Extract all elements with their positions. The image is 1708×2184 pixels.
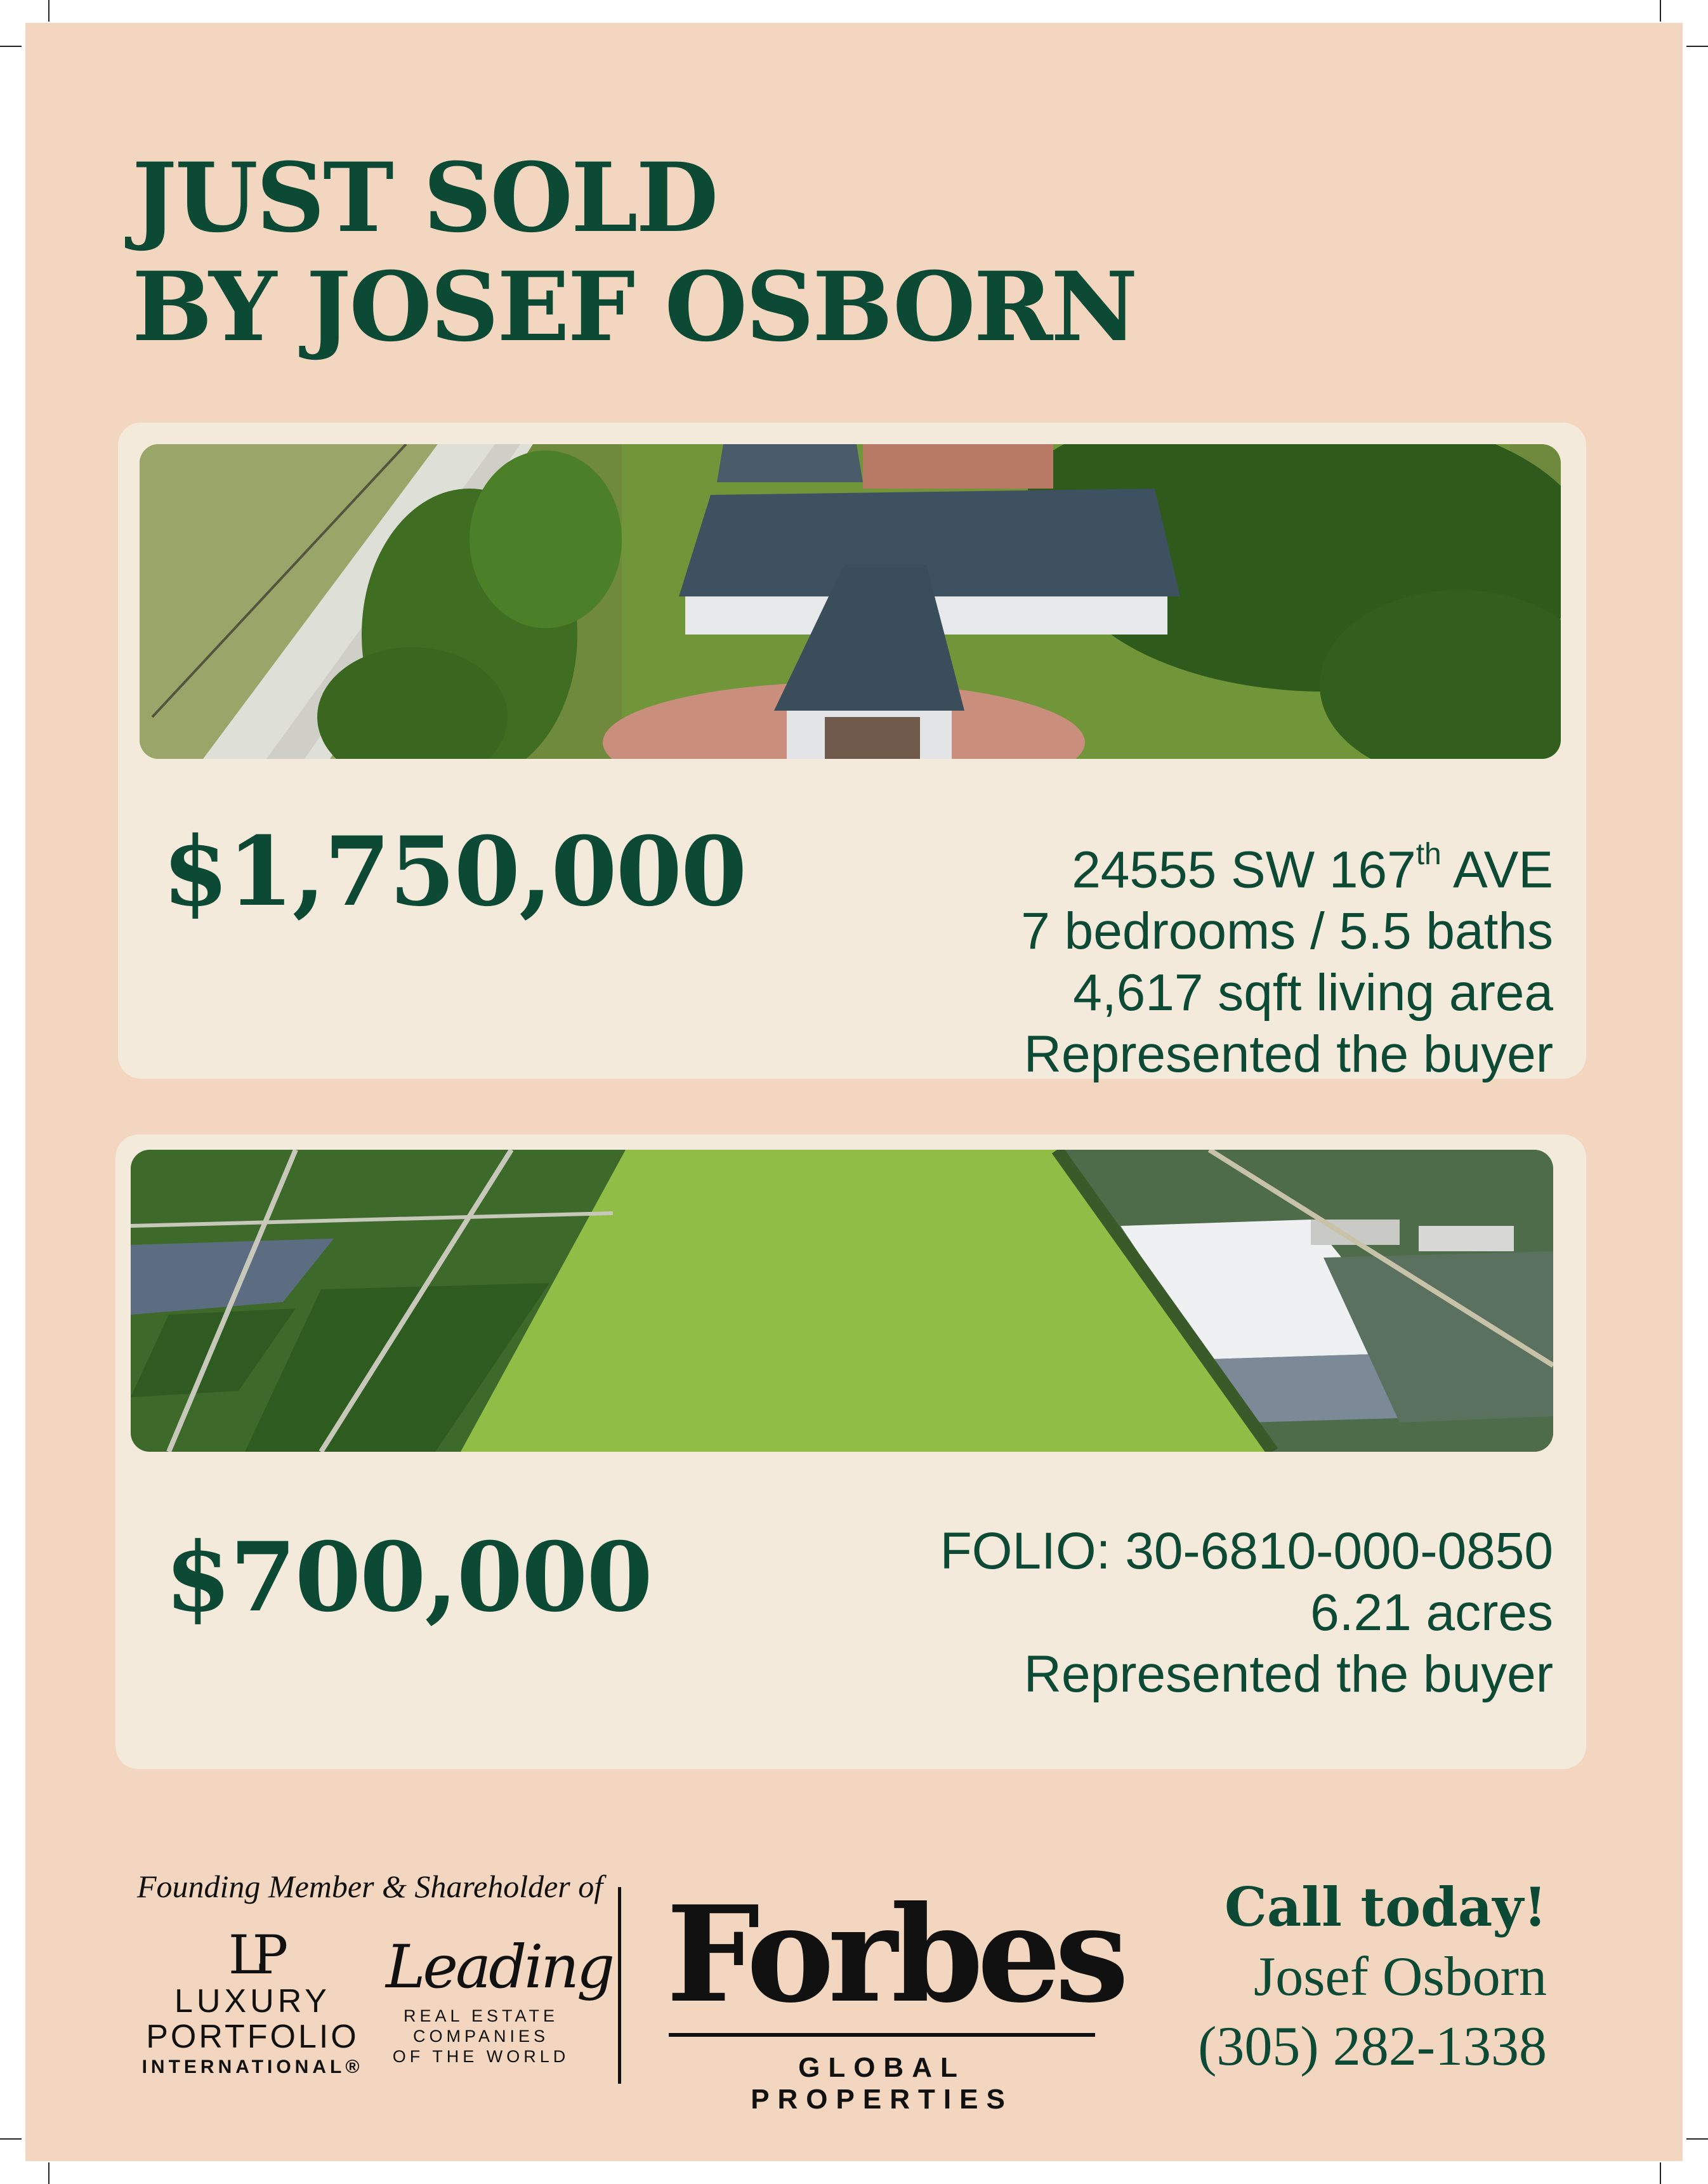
leading-real-estate-logo	[386, 1930, 613, 2067]
listing-sqft: 4,617 sqft living area	[1073, 964, 1553, 1022]
founding-member-text: Founding Member & Shareholder of	[137, 1869, 603, 1904]
agent-phone: (305) 282-1338	[1198, 2016, 1547, 2077]
leading-line-1: REAL ESTATE	[403, 2006, 559, 2025]
crop-mark	[48, 0, 49, 22]
aerial-land-photo	[131, 1150, 1553, 1452]
listing-address	[1021, 829, 1553, 900]
agent-name: Josef Osborn	[1254, 1946, 1547, 2008]
lpi-line-2: PORTFOLIO	[146, 2018, 359, 2055]
crop-mark	[1686, 2138, 1708, 2140]
listing-representation: Represented the buyer	[1023, 1645, 1553, 1703]
crop-mark	[0, 2138, 22, 2140]
forbes-wordmark: Forbes	[666, 1878, 1123, 2032]
headline-line-2: BY JOSEF OSBORN	[132, 251, 1136, 363]
listing-card-house	[118, 423, 1586, 1084]
listing-details	[1021, 829, 1553, 1085]
listing-folio: FOLIO: 30-6810-000-0850	[940, 1522, 1553, 1580]
contact-block	[1198, 1872, 1547, 2082]
crop-mark	[1686, 46, 1708, 47]
flyer-page	[25, 23, 1683, 2161]
crop-mark	[1660, 2162, 1661, 2184]
lpi-line-1: LUXURY	[174, 1983, 331, 2020]
crop-mark	[0, 46, 22, 47]
crop-mark	[1660, 0, 1661, 22]
crop-mark	[48, 2162, 49, 2184]
forbes-tagline: GLOBAL PROPERTIES	[751, 2052, 1013, 2115]
lp-monogram-icon: LP	[228, 1924, 277, 1986]
leading-line-3: OF THE WORLD	[392, 2047, 570, 2066]
aerial-house-photo	[140, 444, 1561, 759]
footer-divider	[618, 1887, 621, 2084]
lpi-line-3: INTERNATIONAL®	[141, 2056, 364, 2077]
listing-bedrooms: 7 bedrooms / 5.5 baths	[1021, 902, 1553, 961]
call-to-action: Call today!	[1224, 1876, 1547, 1938]
listing-representation: Represented the buyer	[1023, 1025, 1553, 1084]
luxury-portfolio-logo	[138, 1926, 367, 2080]
listing-price: $1,750,000	[162, 816, 746, 928]
listing-acres: 6.21 acres	[1310, 1584, 1553, 1641]
listing-details	[940, 1520, 1553, 1705]
address-ordinal: th	[1416, 838, 1442, 871]
forbes-logo	[666, 1878, 1123, 2115]
leading-line-2: COMPANIES	[412, 2027, 549, 2046]
address-number: 24555 SW 167	[1072, 841, 1416, 899]
address-street: AVE	[1441, 841, 1553, 899]
headline	[132, 143, 1136, 362]
listing-card-land	[115, 1135, 1586, 1769]
listing-price: $700,000	[165, 1522, 652, 1633]
forbes-rule	[669, 2033, 1095, 2037]
headline-line-1: JUST SOLD	[132, 142, 717, 254]
leading-script: Leading	[386, 1933, 613, 2002]
